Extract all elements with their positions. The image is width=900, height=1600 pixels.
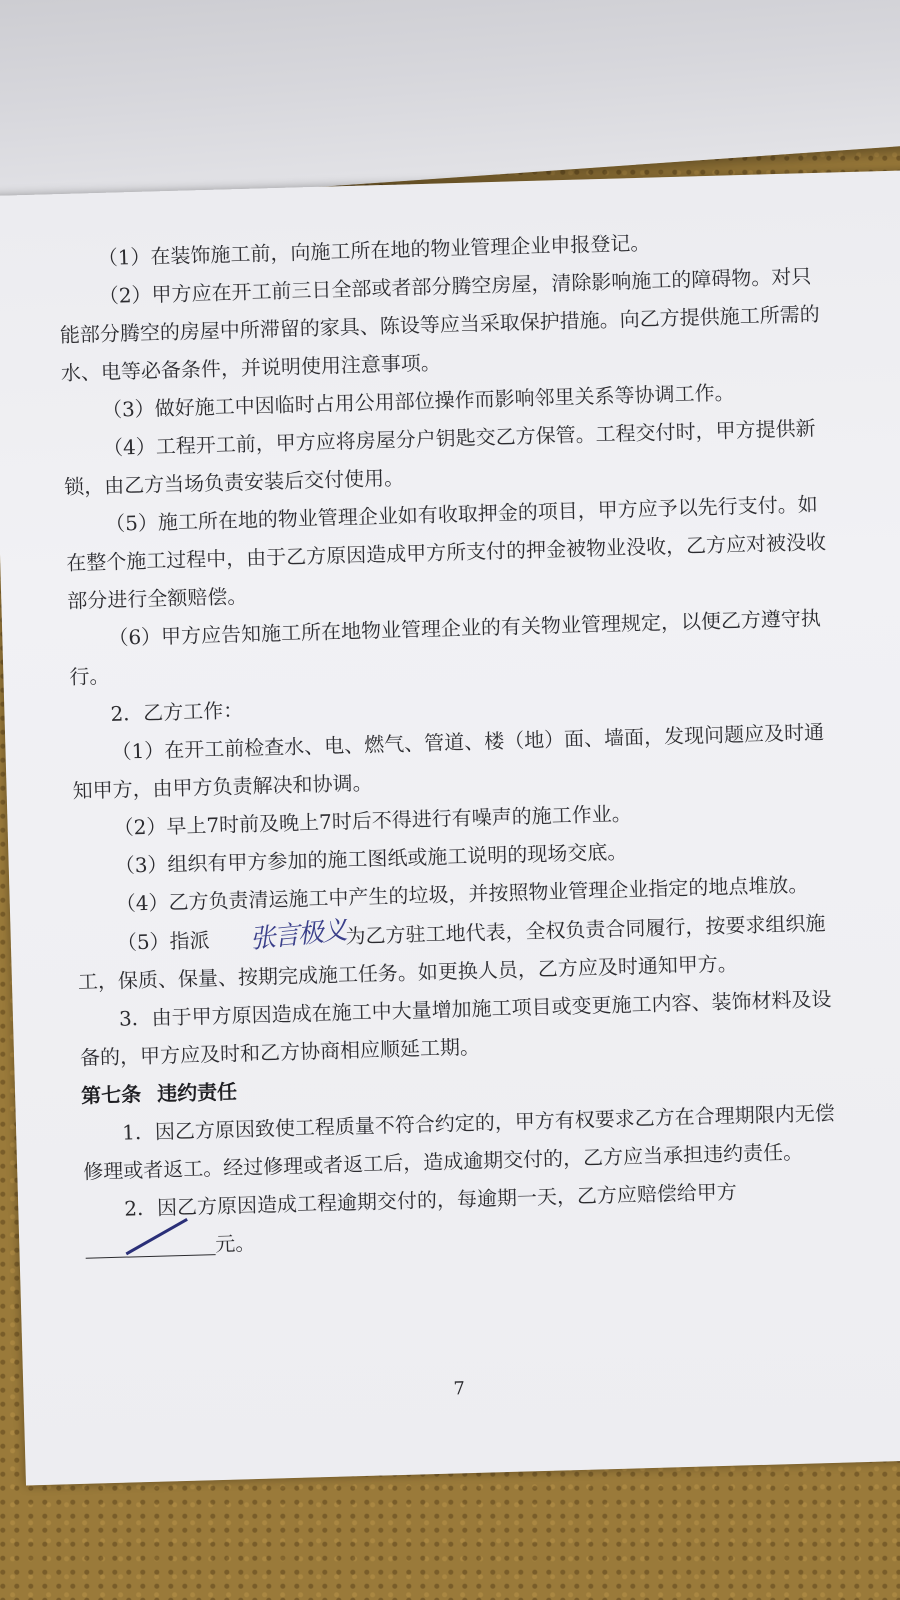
amount-blank: [85, 1228, 216, 1259]
item5-suffix: 为乙方驻工地代表，全权负责合同履行，按要求组织施工，保质、保量、按期完成施工任务。如更换人员，乙方应及时通知甲方。: [77, 910, 826, 994]
paragraph-2: （2）甲方应在开工前三日全部或者部分腾空房屋，清除影响施工的障碍物。对只能部分腾空的房屋中所滞留的家具、陈设等应当采取保护措施。向乙方提供施工所需的水、电等必备条件，并说明使用注意事项。: [59, 264, 820, 386]
article-title: 违约责任: [156, 1079, 238, 1106]
page-number: 7: [453, 1378, 466, 1400]
paragraph-5: （5）施工所在地的物业管理企业如有收取押金的项目，甲方应予以先行支付。如在整个施工过程中，由于乙方原因造成甲方所支付的押金被物业没收，乙方应对被没收部分进行全额赔偿。: [65, 492, 827, 613]
page-content: [57, 219, 845, 1267]
yifang-item-3: （3）组织有甲方参加的施工图纸或施工说明的现场交底。: [114, 839, 628, 878]
liability-2-prefix: 2．因乙方原因造成工程逾期交付的，每逾期一天，乙方应赔偿给甲方: [123, 1179, 738, 1221]
paragraph-4: （4）工程开工前，甲方应将房屋分户钥匙交乙方保管。工程交付时，甲方提供新锁，由乙方当场负责安装后交付使用。: [63, 416, 816, 500]
yifang-item-4: （4）乙方负责清运施工中产生的垃圾，并按照物业管理企业指定的地点堆放。: [115, 872, 809, 916]
paragraph-3: （3）做好施工中因临时占用公用部位操作而影响邻里关系等协调工作。: [101, 380, 735, 422]
handwritten-slash: [126, 1218, 188, 1255]
section-yifang-work: 2．乙方工作：: [110, 698, 244, 726]
yifang-item-1: （1）在开工前检查水、电、燃气、管道、楼（地）面、墙面，发现问题应及时通知甲方，由甲方负责解决和协调。: [72, 719, 825, 803]
paragraph-6: （6）甲方应告知施工所在地物业管理企业的有关物业管理规定，以便乙方遵守执行。: [69, 605, 822, 689]
yifang-item-2: （2）早上7时前及晚上7时后不得进行有噪声的施工作业。: [113, 801, 633, 840]
liability-2-suffix: 元。: [215, 1231, 256, 1257]
paragraph-1: （1）在装饰施工前，向施工所在地的物业管理企业申报登记。: [97, 230, 651, 271]
paragraph-delay: 3．由于甲方原因造成在施工中大量增加施工项目或变更施工内容、装饰材料及设备的，甲方应及时和乙方协商相应顺延工期。: [79, 986, 832, 1070]
article-number: 第七条: [80, 1082, 142, 1108]
item5-prefix: （5）指派: [116, 928, 210, 955]
handwritten-signature: 张言极义: [248, 915, 347, 955]
liability-1: 1．因乙方原因致使工程质量不符合约定的，甲方有权要求乙方在合理期限内无偿修理或者返工。经过修理或者返工后，造成逾期交付的，乙方应当承担违约责任。: [82, 1100, 835, 1184]
document-page: [0, 170, 900, 1485]
